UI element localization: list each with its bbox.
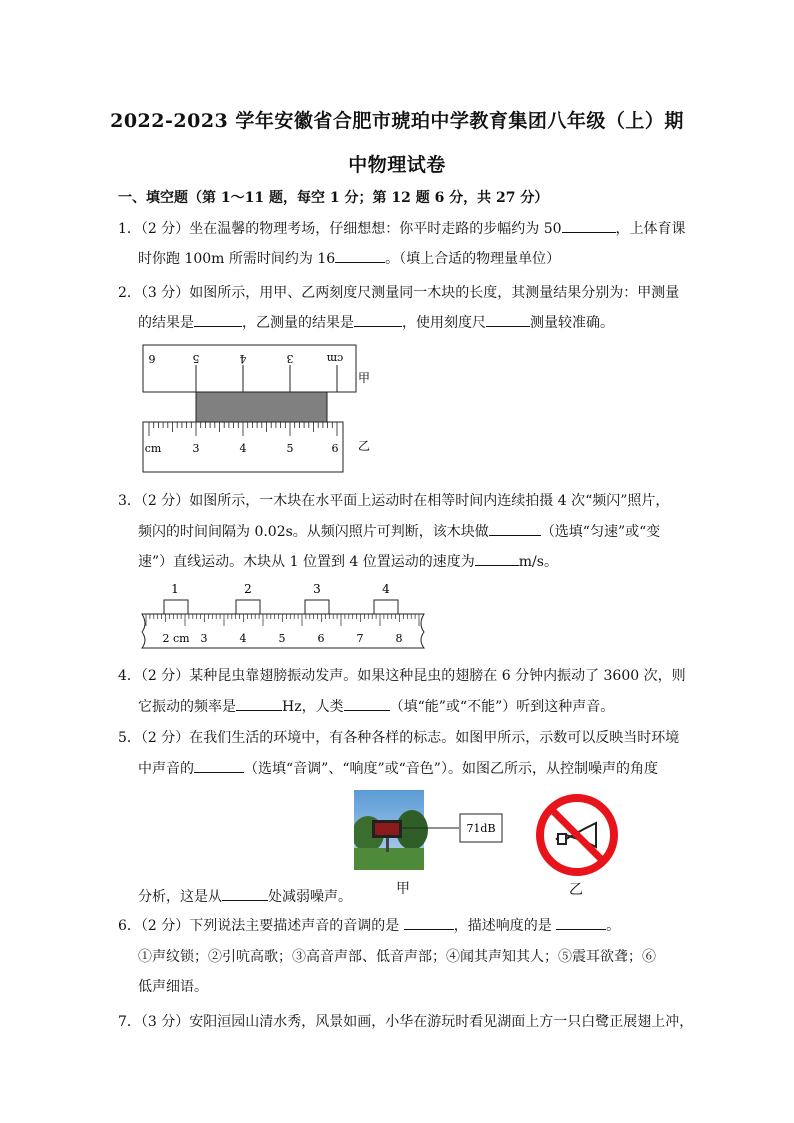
question-7-line1: 7．（3 分）安阳洹园山清水秀，风景如画，小华在游玩时看见湖面上方一只白鹭正展翅上冲， <box>118 1014 694 1030</box>
figure-label-jia: 甲 <box>396 881 410 897</box>
answer-blank[interactable] <box>556 917 606 930</box>
question-6-line1: 6．（2 分）下列说法主要描述声音的音调的是 ，描述响度的是 。 <box>118 918 621 934</box>
answer-blank[interactable] <box>335 250 385 263</box>
question-4-line1: 4．（2 分）某种昆虫靠翅膀振动发声。如果这种昆虫的翅膀在 6 分钟内振动了 3600 次，则 <box>118 668 686 684</box>
strobe-tick-label: 7 <box>356 632 364 645</box>
no-horn-icon <box>534 792 620 878</box>
question-5-line1: 5．（2 分）在我们生活的环境中，有各种各样的标志。如图甲所示，示数可以反映当时环境 <box>118 730 680 746</box>
answer-blank[interactable] <box>222 888 268 901</box>
ruler-top-tick: 4 <box>239 352 247 365</box>
question-1-line2: 时你跑 100m 所需时间约为 16 。（填上合适的物理量单位） <box>138 251 561 267</box>
strobe-tick-label: 5 <box>278 632 286 645</box>
position-label: 2 <box>244 582 252 596</box>
answer-blank[interactable] <box>236 698 282 711</box>
strobe-tick-label: 3 <box>200 632 208 645</box>
ruler-bottom-tick: cm <box>144 442 162 455</box>
ruler-figure <box>130 340 390 480</box>
question-1-line1: 1．（2 分）坐在温馨的物理考场，仔细想想：你平时走路的步幅约为 50 ，上体育课 <box>118 221 686 237</box>
answer-blank[interactable] <box>489 523 541 536</box>
page-title-line1: 2022-2023 学年安徽省合肥市琥珀中学教育集团八年级（上）期 <box>110 110 684 132</box>
question-2-line1: 2．（3 分）如图所示，用甲、乙两刻度尺测量同一木块的长度，其测量结果分别为：甲测量 <box>118 285 680 301</box>
answer-blank[interactable] <box>354 314 402 327</box>
ruler-bottom-tick: 5 <box>286 442 294 455</box>
strobe-tick-label: 2 cm <box>162 632 190 645</box>
answer-blank[interactable] <box>486 314 530 327</box>
strobe-figure <box>134 578 434 654</box>
ruler-label-yi: 乙 <box>358 439 371 453</box>
question-3-line2: 频闪的时间间隔为 0.02s。从频闪照片可判断，该木块做 （选填“匀速”或“变 <box>138 524 661 540</box>
question-2-line2: 的结果是 ，乙测量的结果是 ，使用刻度尺 测量较准确。 <box>138 315 614 331</box>
strobe-tick-label: 8 <box>395 632 403 645</box>
strobe-tick-label: 4 <box>239 632 247 645</box>
ruler-top-tick: 6 <box>148 352 156 365</box>
ruler-bottom-tick: 4 <box>239 442 247 455</box>
figure-label-yi: 乙 <box>569 882 583 898</box>
answer-blank[interactable] <box>475 553 519 566</box>
ruler-top-tick: 5 <box>192 352 200 365</box>
answer-blank[interactable] <box>404 917 454 930</box>
question-3-line3: 速”）直线运动。木块从 1 位置到 4 位置运动的速度为 m/s。 <box>138 554 558 570</box>
question-5-line2: 中声音的 （选填“音调”、“响度”或“音色”）。如图乙所示，从控制噪声的角度 <box>138 761 658 777</box>
ruler-bottom-tick: 3 <box>192 442 200 455</box>
position-label: 4 <box>382 582 390 596</box>
position-label: 1 <box>171 582 179 596</box>
question-5-line3: 分析，这是从 处减弱噪声。 <box>138 889 352 905</box>
question-6-line3: 低声细语。 <box>138 979 208 995</box>
question-6-line2: ①声纹锁；②引吭高歌；③高音声部、低音声部；④闻其声知其人；⑤震耳欲聋；⑥ <box>138 949 656 965</box>
answer-blank[interactable] <box>194 314 242 327</box>
question-3-line1: 3．（2 分）如图所示，一木块在水平面上运动时在相等时间内连续拍摄 4 次“频闪”照片， <box>118 493 670 509</box>
section-heading: 一、填空题（第 1～11 题，每空 1 分；第 12 题 6 分，共 27 分） <box>118 190 549 206</box>
noise-level-readout: 71dB <box>466 822 496 835</box>
answer-blank[interactable] <box>562 220 616 233</box>
strobe-tick-label: 6 <box>317 632 325 645</box>
ruler-top-tick: cm <box>326 352 344 365</box>
noise-monitor-photo <box>354 790 514 872</box>
ruler-bottom-tick: 6 <box>331 442 339 455</box>
ruler-top-tick: 3 <box>286 352 294 365</box>
answer-blank[interactable] <box>194 760 244 773</box>
position-label: 3 <box>313 582 321 596</box>
answer-blank[interactable] <box>344 698 390 711</box>
page-title-line2: 中物理试卷 <box>348 154 446 176</box>
question-4-line2: 它振动的频率是 Hz，人类 （填“能”或“不能”）听到这种声音。 <box>138 699 615 715</box>
ruler-label-jia: 甲 <box>358 371 371 385</box>
